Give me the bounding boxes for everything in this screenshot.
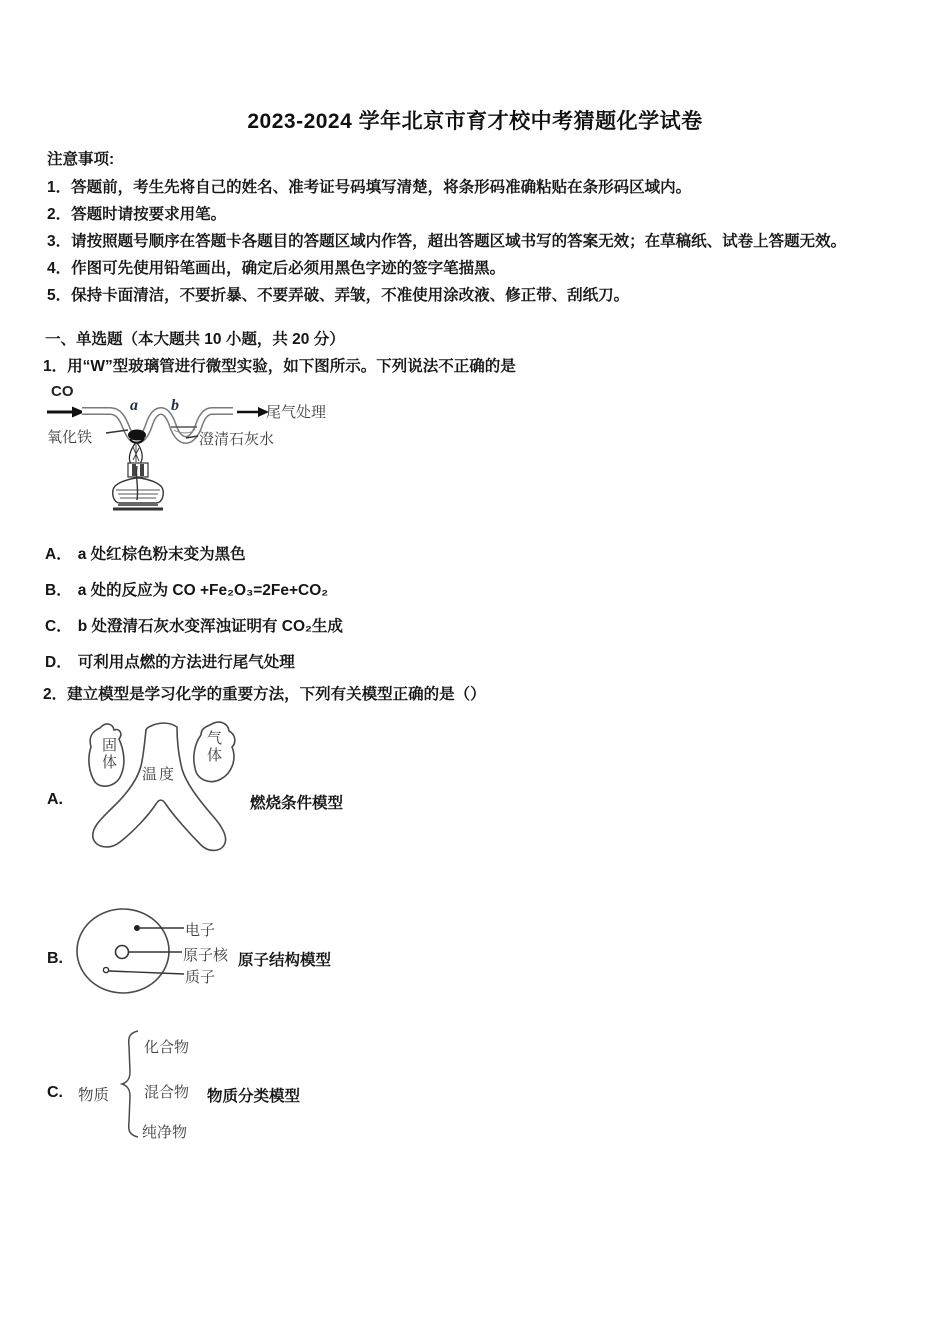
- option-text: b 处澄清石灰水变浑浊证明有 CO₂生成: [77, 618, 343, 635]
- model-a-caption: 燃烧条件模型: [250, 795, 344, 812]
- brace-drawing: [118, 1028, 142, 1140]
- q1-option-c: [45, 614, 343, 636]
- option-text: 可利用点燃的方法进行尾气处理: [77, 654, 295, 671]
- q1-option-a: [45, 542, 246, 564]
- option-key: C．: [45, 618, 72, 635]
- option-key: D．: [45, 654, 72, 671]
- option-key: A．: [45, 546, 72, 563]
- iron-oxide-label: 氧化铁: [47, 429, 93, 446]
- notice-item-3: 3．请按照题号顺序在答题卡各题目的答题区域内作答，超出答题区域书写的答案无效；在草稿纸、试卷上答题无效。: [47, 233, 847, 250]
- model-c-caption: 物质分类模型: [207, 1088, 301, 1105]
- notice-item-4: 4．作图可先使用铅笔画出，确定后必须用黑色字迹的签字笔描黑。: [47, 260, 506, 277]
- mixture-label: 混合物: [144, 1084, 190, 1101]
- matter-root-label: 物质: [78, 1087, 110, 1104]
- temperature-label: 温度: [142, 766, 177, 783]
- model-c-key: C.: [47, 1084, 63, 1101]
- model-a-key: A.: [47, 791, 63, 808]
- proton-label: 质子: [185, 969, 216, 986]
- notice-item-5: 5．保持卡面清洁，不要折暴、不要弄破、弄皱，不准使用涂改液、修正带、刮纸刀。: [47, 287, 630, 304]
- option-text: a 处红棕色粉末变为黑色: [77, 546, 246, 563]
- page-title: 2023-2024 学年北京市育才校中考猜题化学试卷: [247, 110, 703, 133]
- co-inlet-label: CO: [51, 383, 74, 400]
- notice-heading: 注意事项:: [47, 151, 115, 168]
- limewater-label: 澄清石灰水: [199, 431, 275, 448]
- gas-label: 气体: [205, 730, 222, 764]
- q1-option-b: [45, 578, 328, 600]
- pure-substance-label: 纯净物: [142, 1124, 188, 1141]
- q1-option-d: [45, 650, 295, 672]
- electron-label: 电子: [185, 922, 216, 939]
- nucleus-label: 原子核: [183, 947, 229, 964]
- atom-drawing: [70, 903, 190, 1003]
- point-b-label: b: [171, 397, 179, 414]
- option-text: a 处的反应为 CO +Fe₂O₃=2Fe+CO₂: [77, 582, 329, 599]
- solid-label: 固体: [100, 737, 117, 771]
- question-2-stem: 2．建立模型是学习化学的重要方法，下列有关模型正确的是（）: [43, 686, 486, 703]
- question-1-stem: 1．用“W”型玻璃管进行微型实验，如下图所示。下列说法不正确的是: [43, 358, 516, 375]
- compound-label: 化合物: [144, 1039, 190, 1056]
- model-b-key: B.: [47, 950, 63, 967]
- notice-item-2: 2．答题时请按要求用笔。: [47, 206, 227, 223]
- model-b-caption: 原子结构模型: [238, 952, 332, 969]
- section-heading: 一、单选题（本大题共 10 小题，共 20 分）: [45, 331, 345, 348]
- tail-gas-label: 尾气处理: [266, 404, 327, 421]
- option-key: B．: [45, 582, 72, 599]
- point-a-label: a: [130, 397, 138, 414]
- notice-item-1: 1．答题前，考生先将自己的姓名、准考证号码填写清楚，将条形码准确粘贴在条形码区域内。: [47, 179, 692, 196]
